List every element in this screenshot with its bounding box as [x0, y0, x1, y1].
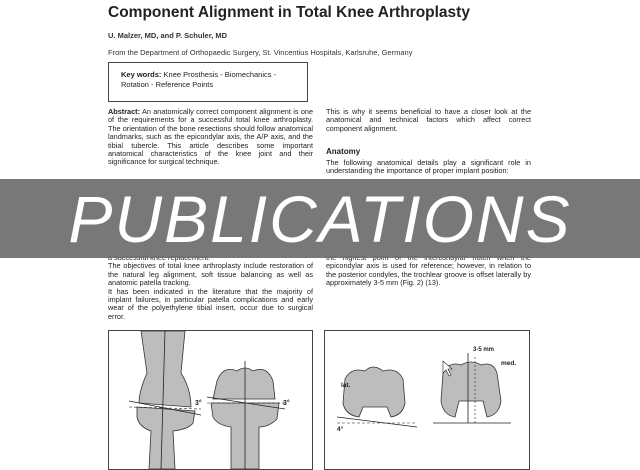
anatomy-paragraph: The following anatomical details play a significant role in understanding the importance of proper implant position: — [326, 158, 531, 176]
intro-right-paragraph: This is why it seems beneficial to have a closer look at the anatomical and technical factors which affect correct component alignment. — [326, 107, 531, 133]
paper-authors: U. Malzer, MD, and P. Schuler, MD — [108, 31, 228, 40]
figure-1-angle-label-b: 3° — [283, 400, 290, 407]
keywords-text-1: Knee Prosthesis - Biomechanics - — [163, 70, 277, 79]
right-bottom-paragraph: epicondylar axis is used for reference; however, in relation to the posterior condyles, the trochlear groove is offset laterally by approximately 3-5 mm (Fig. 2) (13). — [326, 261, 531, 288]
figure-1-drawing — [109, 331, 312, 469]
figure-2 — [324, 330, 530, 470]
figure-2-med-label: med. — [501, 360, 517, 367]
figure-2-drawing — [325, 331, 529, 469]
figure-2-angle-label: 4° — [337, 426, 344, 433]
left-bottom-p1: The objectives of total knee arthroplasty include restoration of the natural leg alignment, soft tissue balancing as well as anatomic patella tracking. — [108, 261, 313, 288]
abstract-text: An anatomically correct component alignment is one of the requirements for a successful total knee arthroplasty. The orientation of the bone resections should follow anatomical landmarks, such as the epicondylar axis, the A/P axis, and the tibial tubercle. This article describes some important anatomical characteristics of the knee joint and their significance for surgical technique. — [108, 107, 314, 167]
banner-text: PUBLICATIONS — [68, 181, 572, 256]
keywords-line-1 — [121, 70, 295, 80]
figure-1 — [108, 330, 313, 470]
publications-banner[interactable] — [0, 179, 640, 258]
paper-title: Component Alignment in Total Knee Arthroplasty — [108, 4, 470, 21]
anatomy-heading: Anatomy — [326, 147, 361, 156]
keywords-box — [108, 62, 308, 102]
keywords-label: Key words: — [121, 70, 162, 79]
abstract-paragraph — [108, 108, 313, 167]
figure-2-lat-label: lat. — [341, 382, 351, 389]
paper-affiliation: From the Department of Orthopaedic Surgery, St. Vincentius Hospitals, Karlsruhe, Germany — [108, 48, 413, 57]
figure-1-angle-label-a: 3° — [195, 400, 202, 407]
left-bottom-p2: It has been indicated in the literature that the majority of implant failures, in particular patella complications and early wear of the polyethylene tibial insert, occur due to surgical error. — [108, 286, 313, 321]
abstract-label: Abstract: — [108, 107, 141, 116]
keywords-text-2: Rotation - Reference Points — [121, 80, 214, 89]
left-bottom-text — [108, 254, 313, 321]
figure-2-offset-label: 3-5 mm — [473, 347, 495, 353]
